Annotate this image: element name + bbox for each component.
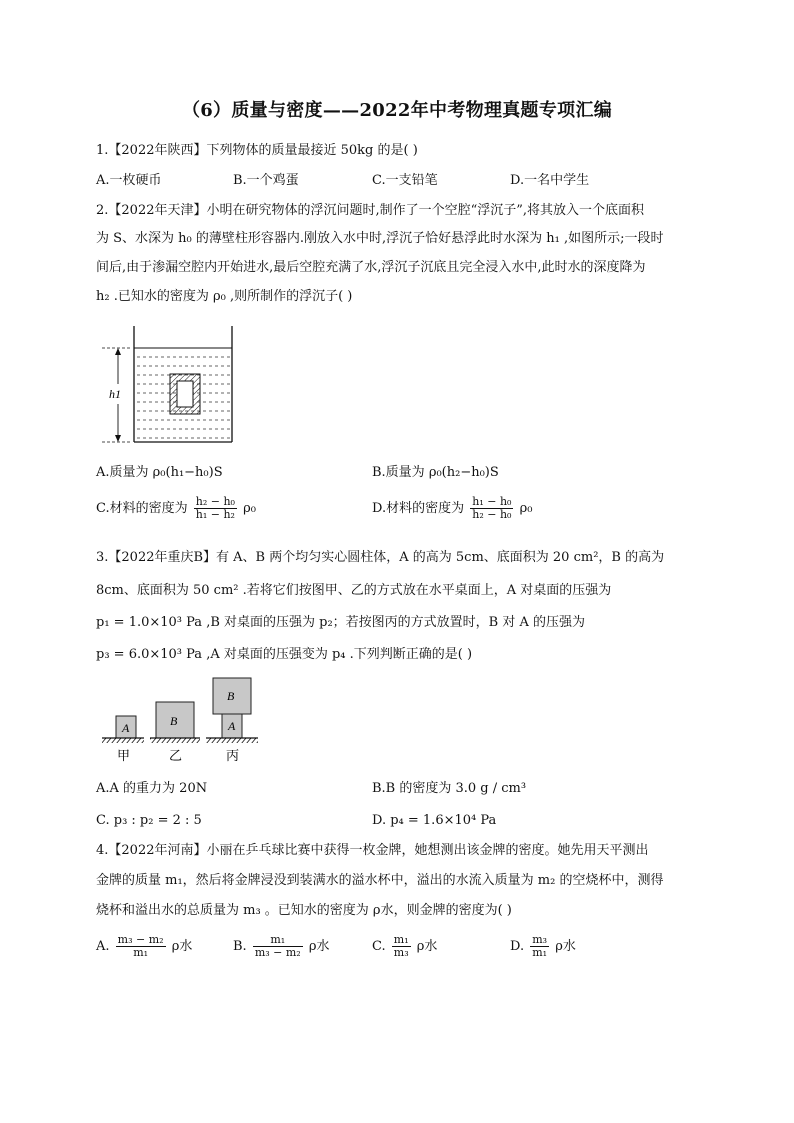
q1-option-c: C.一支铅笔 — [372, 173, 438, 188]
q4-stem-line1: 4.【2022年河南】小丽在乒乓球比赛中获得一枚金牌，她想测出该金牌的密度。她先用天平测出 — [96, 843, 649, 858]
q3-stem-line3: p₁ = 1.0×10³ Pa ,B 对桌面的压强为 p₂；若按图丙的方式放置时，B 对 A 的压强为 — [96, 615, 586, 630]
q4-option-d — [510, 934, 576, 959]
q4-option-d-fraction — [530, 934, 549, 959]
q2-stem-line1: 2.【2022年天津】小明在研究物体的浮沉问题时,制作了一个空腔“浮沉子”,将其放入一个底面积 — [96, 203, 645, 218]
q4-option-b — [233, 934, 330, 959]
q2-option-b: B.质量为 ρ₀(h₂−h₀)S — [372, 465, 499, 480]
q2-option-d-label: D.材料的密度为 — [372, 501, 465, 516]
q2-option-d — [372, 496, 532, 521]
q1-option-b: B.一个鸡蛋 — [233, 173, 299, 188]
q3-option-b: B.B 的密度为 3.0 g / cm³ — [372, 781, 527, 796]
fig-label-yi: 乙 — [169, 748, 183, 763]
q2-stem-line4: h₂ .已知水的密度为 ρ₀ ,则所制作的浮沉子( ) — [96, 289, 353, 304]
fraction-numerator: m₃ − m₂ — [117, 933, 164, 946]
block-label: B — [227, 689, 235, 703]
q4-option-c — [372, 934, 437, 959]
rho-symbol: ρ₀ — [243, 501, 256, 516]
q4-option-b-fraction — [253, 934, 303, 959]
q4-stem-line3: 烧杯和溢出水的总质量为 m₃ 。已知水的密度为 ρ水，则金牌的密度为( ) — [96, 903, 512, 918]
q3-option-d: D. p₄ = 1.6×10⁴ Pa — [372, 813, 497, 828]
q2-stem-line3: 间后,由于渗漏空腔内开始进水,最后空腔充满了水,浮沉子沉底且完全浸入水中,此时水的深度降为 — [96, 260, 646, 275]
block-label: A — [122, 721, 130, 735]
rho-symbol: ρ₀ — [519, 501, 533, 516]
q3-stem-line4: p₃ = 6.0×10³ Pa ,A 对桌面的压强变为 p₄ .下列判断正确的是( ) — [96, 647, 473, 662]
block-label: A — [228, 719, 236, 733]
fraction-denominator: h₁ − h₂ — [195, 508, 235, 521]
q2-option-c — [96, 496, 256, 521]
option-label: C. — [372, 939, 386, 954]
fig-label-bing: 丙 — [226, 748, 240, 763]
q2-stem-line2: 为 S、水深为 h₀ 的薄壁柱形容器内.刚放入水中时,浮沉子恰好悬浮此时水深为 h₁ ,如图所示;一段时 — [96, 231, 664, 246]
fraction-numerator: m₁ — [393, 933, 409, 946]
fraction-denominator: h₂ − h₀ — [472, 508, 512, 521]
rho-symbol: ρ水 — [171, 939, 193, 954]
rho-symbol: ρ水 — [555, 939, 576, 954]
q1-option-a: A.一枚硬币 — [96, 173, 162, 188]
h1-label: h1 — [109, 387, 121, 401]
q2-option-d-fraction — [470, 496, 513, 521]
q2-option-c-fraction — [194, 496, 237, 521]
option-label: B. — [233, 939, 247, 954]
q3-blocks-figure — [96, 672, 296, 772]
q3-option-c: C. p₃ : p₂ = 2 : 5 — [96, 813, 202, 828]
fraction-numerator: m₃ — [532, 933, 548, 946]
q3-option-a: A.A 的重力为 20N — [96, 781, 208, 796]
q4-stem-line2: 金牌的质量 m₁，然后将金牌浸没到装满水的溢水杯中，溢出的水流入质量为 m₂ 的空烧杯中，测得 — [96, 873, 664, 888]
fig-label-jia: 甲 — [117, 748, 131, 763]
block-label: B — [170, 714, 178, 728]
fraction-denominator: m₁ — [532, 946, 548, 959]
rho-symbol: ρ水 — [308, 939, 330, 954]
fraction-numerator: h₂ − h₀ — [195, 495, 235, 508]
q4-option-a — [96, 934, 192, 959]
q3-stem-line2: 8cm、底面积为 50 cm² .若将它们按图甲、乙的方式放在水平桌面上，A 对桌面的压强为 — [96, 583, 612, 598]
q3-stem-line1: 3.【2022年重庆B】有 A、B 两个均匀实心圆柱体，A 的高为 5cm、底面积为 20 cm²，B 的高为 — [96, 550, 665, 565]
fraction-denominator: m₃ — [393, 946, 409, 959]
q4-option-a-fraction — [116, 934, 166, 959]
q2-option-a: A.质量为 ρ₀(h₁−h₀)S — [96, 465, 223, 480]
q4-option-c-fraction — [392, 934, 411, 959]
option-label: A. — [96, 939, 110, 954]
fraction-numerator: h₁ − h₀ — [472, 495, 512, 508]
page-title: （6）质量与密度——2022年中考物理真题专项汇编 — [181, 100, 613, 121]
fraction-denominator: m₃ − m₂ — [254, 946, 301, 959]
q1-option-d: D.一名中学生 — [510, 173, 590, 188]
fraction-denominator: m₁ — [133, 946, 149, 959]
q1-stem: 1.【2022年陕西】下列物体的质量最接近 50kg 的是( ) — [96, 143, 418, 158]
rho-symbol: ρ水 — [416, 939, 438, 954]
fraction-numerator: m₁ — [253, 934, 303, 947]
q2-option-c-label: C.材料的密度为 — [96, 501, 188, 516]
option-label: D. — [510, 939, 525, 954]
q2-container-figure — [96, 322, 246, 448]
